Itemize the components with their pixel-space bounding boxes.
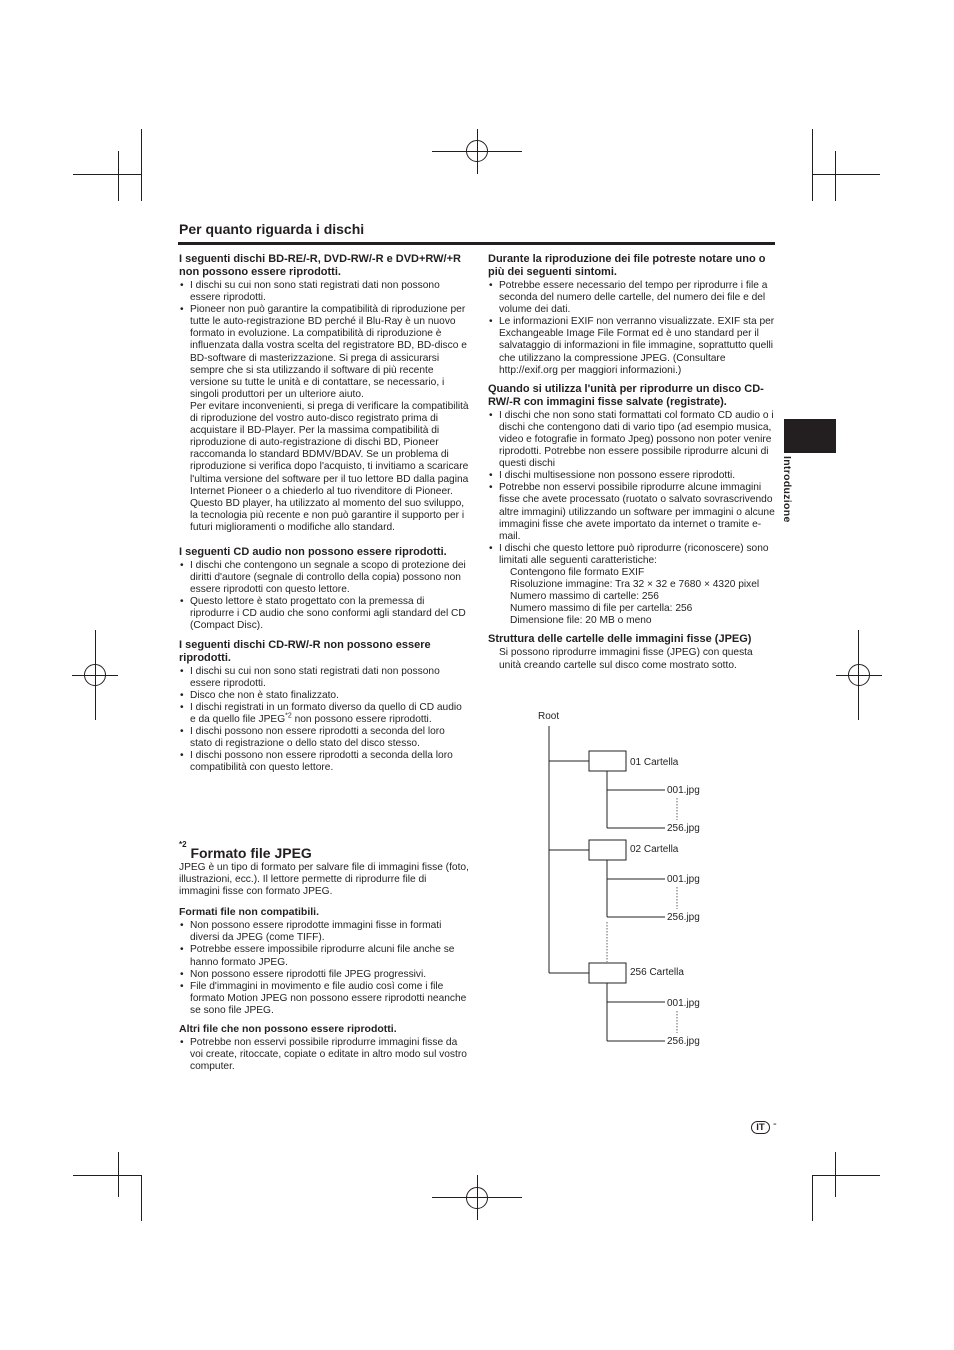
list-item	[179, 702, 469, 726]
language-badge: IT	[751, 1121, 770, 1134]
spec-item: Numero massimo di cartelle: 256	[510, 591, 659, 603]
list-item: • I dischi su cui non sono stati registrati dati non possono essere riprodotti.	[179, 666, 469, 690]
tree-folder-1	[549, 751, 700, 834]
list-item: • Potrebbe non esservi possibile riprodurre alcune immagini fisse che avete processato (ruotato o salvato sovrascrivendo altre immagini) utilizzando un software per immagini o alcune immagini fisse che avete importato da internet o tramite e-mail.	[488, 482, 776, 542]
tree-root-label: Root	[538, 711, 560, 722]
file-name: 256.jpg	[667, 823, 700, 834]
paragraph: • Pioneer non può garantire la compatibilità di riproduzione per tutte le auto-registrazione BD perché il Blu-Ray è un nuovo formato in evoluzione. La compatibilità di riproduzione è influenzata dalla vostra scelta del registratore BD, BD-disco e BD-software di masterizzazione. Si prega di assicurarsi sempre che si sta utilizzando il software di più recente versione su tutte le unità e di contattare, se necessario, i singoli produttori per un ulteriore aiuto.	[190, 304, 467, 400]
file-name: 001.jpg	[667, 874, 700, 885]
file-name: 256.jpg	[667, 912, 700, 923]
footnote-ref: *2	[285, 712, 292, 720]
playback-list	[488, 280, 776, 377]
incompatible-heading: Formati file non compatibili.	[179, 906, 320, 919]
folder-box	[589, 840, 626, 860]
list-item: • I dischi multisessione non possono essere riprodotti.	[488, 470, 776, 482]
folder-name: 256 Cartella	[630, 967, 684, 978]
list-item	[488, 543, 776, 628]
footnote-ref: *2	[179, 840, 187, 850]
paragraph: Questo BD player, ha utilizzato al momento del suo sviluppo, la tecnologia più recente e non può garantire il supporto per i futuri miglioramenti o modifiche allo standard.	[190, 497, 465, 533]
list-item: • Le informazioni EXIF non verranno visualizzate. EXIF sta per Exchangeable Image File Format ed è uno standard per il salvataggio di informazioni in file immagine, soprattutto quelli che utilizzano la compressione JPEG. (Consultare http://exif.org per maggiori informazioni.)	[488, 316, 776, 376]
cdrw-images-heading: Quando si utilizza l'unità per riprodurre un disco CD-RW/-R con immagini fisse salvate (registrate).	[488, 382, 764, 408]
bd-list	[179, 280, 469, 534]
list-item: • Non possono essere riprodotti file JPEG progressivi.	[179, 969, 469, 981]
structure-text: Si possono riprodurre immagini fisse (JPEG) con questa unità creando cartelle sul disco come mostrato sotto.	[499, 647, 753, 671]
list-item: • I dischi possono non essere riprodotti a seconda della loro compatibilità con questo lettore.	[179, 750, 469, 774]
side-tab-label: Introduzione	[781, 456, 793, 523]
list-item: • Disco che non è stato finalizzato.	[179, 690, 469, 702]
list-item: • Questo lettore è stato progettato con la premessa di riprodurre i CD audio che sono conformi agli standard del CD (Compact Disc).	[179, 596, 469, 632]
jpeg-intro: JPEG è un tipo di formato per salvare file di immagini fisse (foto, illustrazioni, ecc.). Il lettore permette di riprodurre file di immagini fisse con formato JPEG.	[179, 862, 469, 898]
list-item: • I dischi che contengono un segnale a scopo di protezione dei diritti d'autore (segnale di controllo della copia) possono non essere riprodotti con questo lettore.	[179, 560, 469, 596]
side-tab	[784, 419, 836, 453]
list-item	[179, 304, 469, 534]
jpeg-heading	[179, 840, 312, 861]
cdrw-list	[179, 666, 469, 775]
folder-tree-diagram	[530, 700, 730, 1060]
cd-heading: I seguenti CD audio non possono essere riprodotti.	[179, 545, 447, 558]
file-name: 001.jpg	[667, 998, 700, 1009]
page-suffix: -	[773, 1118, 777, 1130]
list-item: • I dischi possono non essere riprodotti a seconda del loro stato di registrazione o dello stato del disco stesso.	[179, 726, 469, 750]
incompatible-list	[179, 920, 469, 1017]
list-item: • Potrebbe essere impossibile riprodurre alcuni file anche se hanno formato JPEG.	[179, 944, 469, 968]
text-fragment: I dischi registrati in un formato diverso da quello di CD audio e da quello file JPEG	[190, 701, 462, 725]
other-heading: Altri file che non possono essere riprodotti.	[179, 1023, 397, 1036]
file-name: 001.jpg	[667, 785, 700, 796]
spec-item: Numero massimo di file per cartella: 256	[510, 603, 693, 615]
paragraph: • I dischi che questo lettore può riprodurre (riconoscere) sono limitati alle seguenti caratteristiche:	[499, 542, 769, 566]
cdrw-images-list	[488, 410, 776, 628]
right-column	[488, 253, 776, 672]
list-item: • I dischi su cui non sono stati registrati dati non possono essere riprodotti.	[179, 280, 469, 304]
list-item: • Potrebbe essere necessario del tempo per riprodurre i file a seconda del numero delle cartelle, del numero dei file e del volume dei dati.	[488, 280, 776, 316]
playback-heading: Durante la riproduzione dei file potreste notare uno o più dei seguenti sintomi.	[488, 253, 766, 278]
structure-heading: Struttura delle cartelle delle immagini fisse (JPEG)	[488, 633, 752, 646]
file-name: 256.jpg	[667, 1036, 700, 1047]
cd-list	[179, 560, 469, 633]
title-rule	[178, 242, 775, 245]
tree-folder-3	[549, 963, 700, 1047]
section-title: Per quanto riguarda i dischi	[179, 221, 365, 237]
folder-box	[589, 751, 626, 771]
paragraph: Per evitare inconvenienti, si prega di verificare la compatibilità di riproduzione del vostro auto-disco registrato prima di acquistare il BD-Player. Per la massima compatibilità di riproduzione di auto-registrazione di dischi BD, Pioneer raccomanda lo standard BDMV/BDAV. Se un problema di riproduzione si verifica dopo l'acquisto, ti invitiamo a scaricare l'ultima versione del software per il tuo lettore BD dalla pagina Internet Pioneer o a chiederlo al tuo rivenditore di Pioneer.	[190, 400, 469, 497]
spec-item: Risoluzione immagine: Tra 32 × 32 e 7680 × 4320 pixel	[510, 579, 760, 591]
list-item: • Potrebbe non esservi possibile riprodurre immagini fisse da voi create, ritoccate, copiate o editate in altro modo sul vostro computer.	[179, 1037, 469, 1073]
left-column	[179, 253, 469, 780]
jpeg-heading-text: Formato file JPEG	[190, 845, 312, 861]
list-item: • File d'immagini in movimento e file audio così come i file formato Motion JPEG non possono essere riprodotti neanche se sono file JPEG.	[179, 981, 469, 1017]
cdrw-heading: I seguenti dischi CD-RW/-R non possono essere riprodotti.	[179, 638, 431, 664]
tree-folder-2	[549, 840, 700, 923]
spec-item: Dimensione file: 20 MB o meno	[510, 615, 652, 627]
text-fragment: non possono essere riprodotti.	[291, 713, 432, 725]
jpeg-section	[179, 862, 469, 1079]
folder-box	[589, 963, 626, 983]
folder-name: 02 Cartella	[630, 844, 679, 855]
other-list	[179, 1037, 469, 1073]
list-item: • I dischi che non sono stati formattati col formato CD audio o i dischi che contengono dati di vario tipo (ad esempio musica, video e fotografie in formato Jpeg) possono non poter venire riprodotti. Potrebbe non essere possibile riprodurre alcuni di questi dischi	[488, 410, 776, 470]
list-item: • Non possono essere riprodotte immagini fisse in formati diversi da JPEG (come TIFF).	[179, 920, 469, 944]
bd-heading: I seguenti dischi BD-RE/-R, DVD-RW/-R e DVD+RW/+R non possono essere riprodotti.	[179, 253, 461, 278]
folder-name: 01 Cartella	[630, 757, 679, 768]
spec-item: Contengono file formato EXIF	[510, 566, 645, 578]
